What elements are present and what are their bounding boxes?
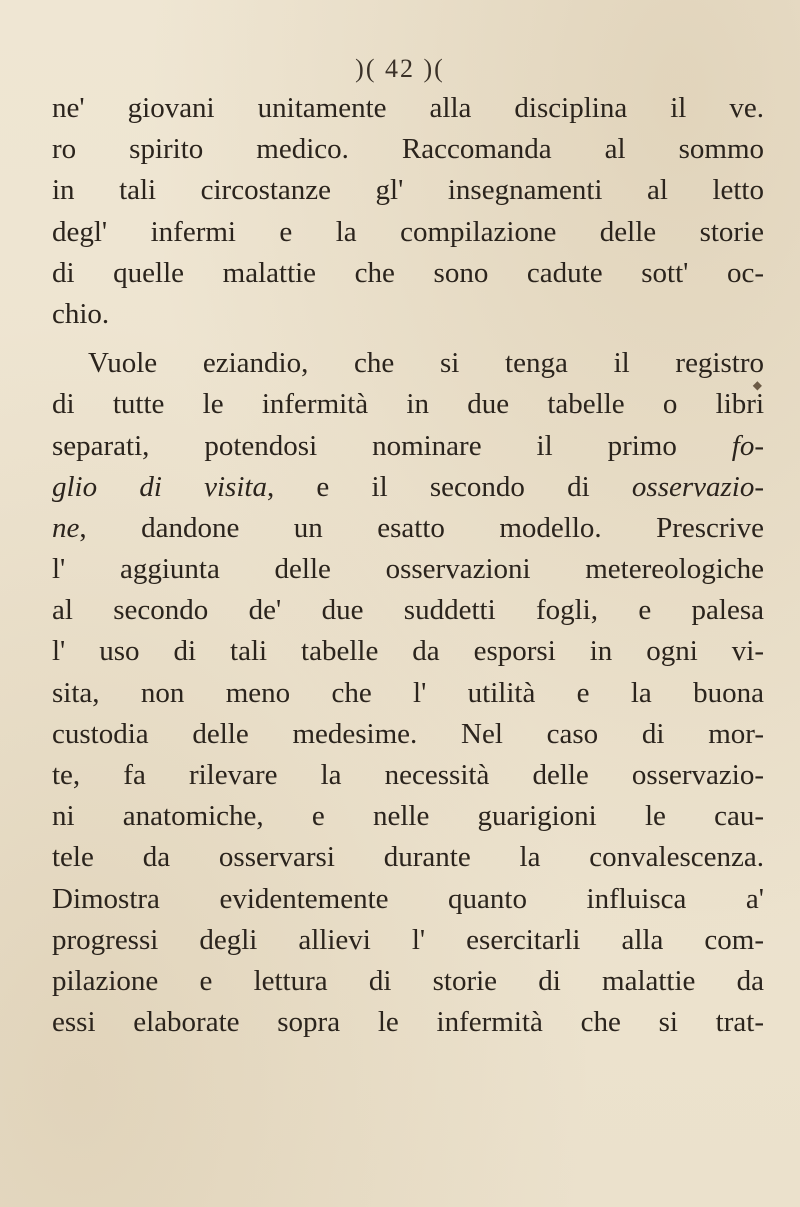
ink-speck: ◆: [752, 378, 762, 392]
text-line: chio.: [52, 297, 110, 330]
text-line: in tali circostanze gl' insegnamenti al letto: [52, 174, 764, 207]
italic-term: osservazio-: [631, 470, 765, 503]
italic-term: glio di visita: [52, 470, 267, 503]
text-line: di quelle malattie che sono cadute sott' oc-: [52, 256, 764, 289]
text-line: te, fa rilevare la necessità delle osservazio-: [52, 759, 764, 791]
text-segment: , dandone un esatto modello. Prescrive: [79, 511, 764, 544]
text-line: sita, non meno che l' utilità e la buona: [52, 676, 764, 709]
text-line: l' aggiunta delle osservazioni metereologiche: [52, 553, 764, 586]
italic-term: fo-: [731, 429, 764, 462]
text-segment: , e il secondo di: [266, 470, 590, 503]
text-line: custodia delle medesime. Nel caso di mor-: [52, 717, 764, 750]
text-line: [52, 508, 764, 549]
text-line: [52, 467, 764, 508]
text-line: ni anatomiche, e nelle guarigioni le cau-: [52, 800, 764, 833]
text-line: ro spirito medico. Raccomanda al sommo: [52, 133, 764, 166]
text-line: Dimostra evidentemente quanto influisca a': [52, 882, 764, 915]
text-line: essi elaborate sopra le infermità che si trat-: [52, 1006, 764, 1039]
text-line: di tutte le infermità in due tabelle o libri: [52, 388, 764, 421]
italic-term: ne: [52, 511, 80, 544]
body-text: [52, 88, 764, 1043]
page-header: )( 42 )(: [355, 54, 445, 83]
text-line: al secondo de' due suddetti fogli, e palesa: [52, 594, 764, 627]
text-line: degl' infermi e la compilazione delle storie: [52, 215, 764, 248]
text-segment: separati, potendosi nominare il primo: [52, 429, 677, 462]
text-line: progressi degli allievi l' esercitarli alla com-: [52, 923, 764, 956]
text-line: tele da osservarsi durante la convalescenza.: [52, 841, 764, 874]
text-line: [52, 426, 764, 467]
paragraph-gap: [52, 335, 764, 343]
text-line: l' uso di tali tabelle da esporsi in ogni vi-: [52, 635, 764, 668]
text-line: pilazione e lettura di storie di malattie da: [52, 964, 764, 997]
text-line: ne' giovani unitamente alla disciplina il ve.: [52, 92, 764, 124]
text-line: Vuole eziandio, che si tenga il registro: [88, 347, 764, 380]
